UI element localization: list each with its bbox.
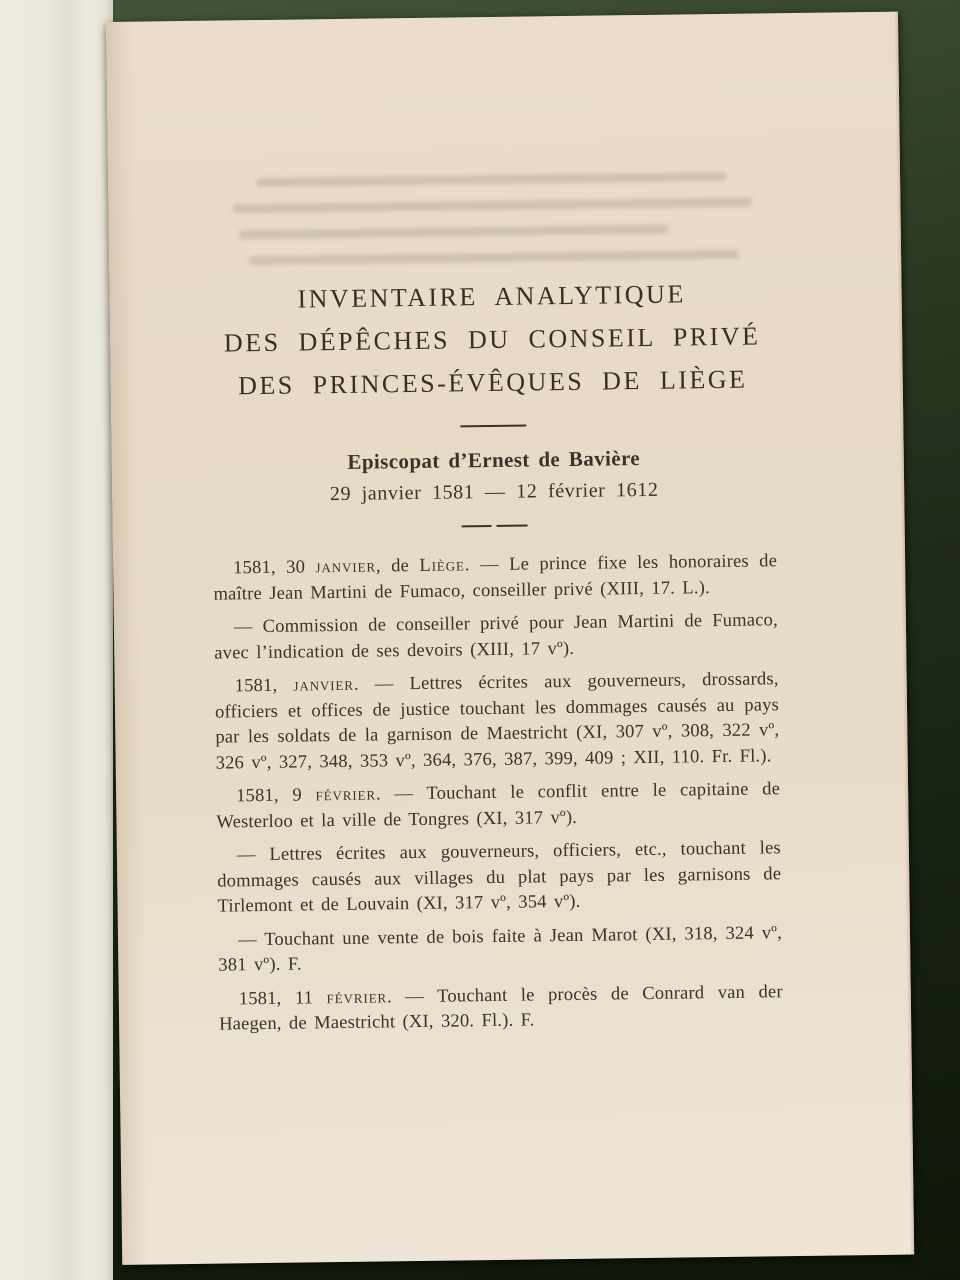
entry-smallcaps-text: janvier (293, 674, 355, 696)
page-surface (106, 12, 914, 1265)
entry-text: — Touchant une vente de bois faite à Jean Marot (XI, 318, 324 vº, 381 vº). F. (218, 922, 783, 976)
entry-text: 1581, (234, 675, 294, 697)
entry-text: . — Le prince fixe les honoraires de maître Jean Martini de Fumaco, conseiller privé (XIII, 17. L.). (213, 551, 778, 605)
title-line-2: DES DÉPÊCHES DU CONSEIL PRIVÉ (223, 321, 761, 358)
entry-smallcaps-text: février (315, 784, 377, 806)
entry-text: 1581, 9 (236, 785, 316, 807)
entry-smallcaps-text: février (326, 986, 388, 1008)
entry-paragraph (219, 980, 784, 1038)
entry-text: 1581, 30 (233, 557, 316, 579)
entry-smallcaps-text: janvier (315, 556, 377, 578)
entry-text: . — Touchant le conflit entre le capitaine de Westerloo et la ville de Tongres (XI, 317 vº). (216, 779, 781, 833)
divider-rule-bottom (462, 525, 528, 528)
entry-text: . — Lettres écrites aux gouverneurs, drossards, officiers et offices de justice touchant les dommages causés au pays par les soldats de la garnison de Maestricht (XI, 307 vº, 308, 322 vº, 326 vº, 327, 348, 353 vº, 364, 376, 387, 399, 409 ; XII, 110. Fr. Fl.). (214, 669, 780, 774)
title-line-3: DES PRINCES-ÉVÊQUES DE LIÈGE (237, 364, 748, 401)
entry-paragraph (215, 667, 780, 776)
entry-text: . — Touchant le procès de Conrard van der Haegen, de Maestricht (XI, 320. Fl.). F. (219, 981, 783, 1035)
left-pages-edge (0, 0, 113, 1280)
section-subtitle: Episcopat d’Ernest de Bavière (347, 446, 641, 474)
entry-paragraph (214, 608, 779, 666)
divider-rule-top (460, 425, 526, 428)
book-page (106, 12, 914, 1265)
masthead (206, 13, 777, 530)
entry-paragraph (218, 921, 783, 979)
entry-paragraph (213, 549, 778, 607)
entry-text: , de (375, 555, 420, 577)
page-title (209, 271, 775, 407)
title-line-1: INVENTAIRE ANALYTIQUE (297, 279, 686, 314)
entry-paragraph (216, 777, 781, 835)
entry-text: — Lettres écrites aux gouverneurs, officiers, etc., touchant les dommages causés aux villages du plat pays par les garnisons de Tirlemont et de Louvain (XI, 317 vº, 354 vº). (217, 838, 782, 917)
inventory-entries (213, 549, 783, 1038)
date-range: 29 janvier 1581 — 12 février 1612 (329, 478, 659, 506)
entry-text: 1581, 11 (238, 987, 327, 1009)
entry-smallcaps-text: Liège (419, 555, 465, 576)
entry-paragraph (217, 836, 782, 920)
entry-text: — Commission de conseiller privé pour Jean Martini de Fumaco, avec l’indication de ses devoirs (XIII, 17 vº). (214, 610, 779, 664)
